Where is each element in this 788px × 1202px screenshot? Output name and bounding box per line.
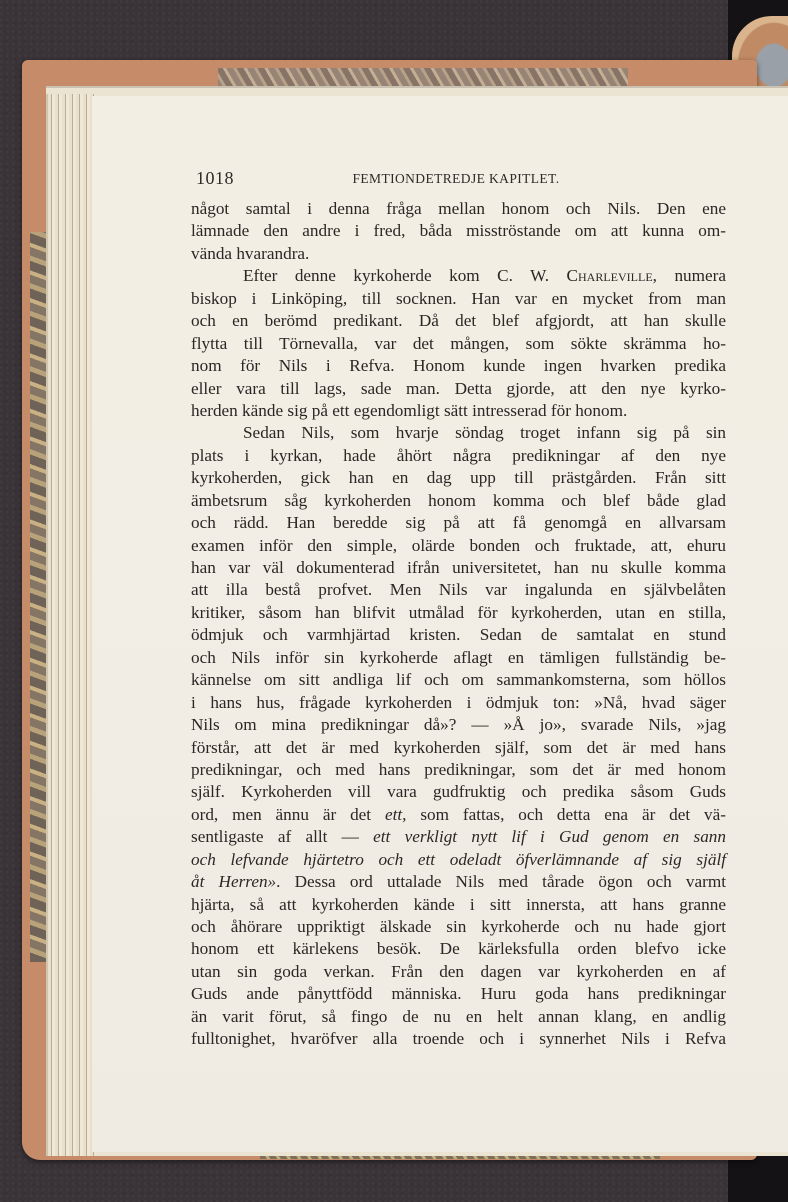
text-line: eller vara till lags, sade man. Detta gjorde, att den nye kyrko-: [191, 378, 726, 398]
text-line: plats i kyrkan, hade åhört några predikningar af den nye: [191, 445, 726, 465]
text-line: Guds ande pånyttfödd människa. Huru goda hans predikningar: [191, 984, 726, 1004]
text-span: Efter denne kyrkoherde kom C. W.: [243, 266, 567, 286]
text-line: lämnade den andre i fred, båda misströstande om att kunna om-: [191, 221, 726, 241]
text-line: examen inför den simple, olärde bonden och fruktade, att, ehuru: [191, 535, 726, 555]
running-head: [196, 168, 726, 190]
text-line: i hans hus, frågade kyrkoherden i ödmjuk ton: »Nå, hvad säger: [191, 692, 726, 712]
text-line: och rädd. Han beredde sig på att få genomgå en allvarsam: [191, 513, 726, 533]
text-line: något samtal i denna fråga mellan honom och Nils. Den ene: [191, 199, 726, 218]
italic-emphasis: ett verkligt nytt lif i Gud genom en sann: [373, 827, 726, 847]
text-line: än varit förut, så fingo de nu en helt annan klang, en andlig: [191, 1006, 726, 1026]
text-line: predikningar, och med hans predikningar, som det är med honom: [191, 759, 726, 779]
text-line: ödmjuk och varmhjärtad kristen. Sedan de samtalat en stund: [191, 625, 726, 645]
body-text: [191, 198, 726, 1051]
text-line: fulltonighet, hvaröfver alla troende och i synnerhet Nils i Refva: [191, 1029, 726, 1049]
italic-emphasis: ett,: [384, 804, 407, 824]
text-line: honom ett kärlekens besök. De kärleksfulla orden blefvo icke: [191, 939, 726, 959]
text-line: utan sin goda verkan. Från den dagen var kyrkoherden en af: [191, 961, 726, 981]
text-line: Nils om mina predikningar då»? — »Å jo», svarade Nils, »jag: [191, 715, 726, 735]
text-line: vända hvarandra.: [191, 243, 310, 263]
text-line: Sedan Nils, som hvarje söndag troget infann sig på sin: [243, 423, 726, 443]
text-span: sentligaste af allt —: [191, 827, 374, 847]
text-line: kritiker, såsom han blifvit utmålad för kyrkoherden, utan en stilla,: [191, 602, 726, 622]
text-line: [191, 804, 726, 826]
text-span: som fattas, och detta ena är det vä-: [406, 804, 726, 824]
text-line: ämbetsrum såg kyrkoherden honom komma och blef både glad: [191, 490, 726, 510]
text-line: och en berömd predikant. Då det blef afgjordt, att han skulle: [191, 311, 726, 331]
text-line: och åhörare uppriktigt älskade sin kyrkoherde och nu hade gjort: [191, 917, 726, 936]
text-line: [191, 265, 726, 287]
text-line: att illa bestå profvet. Men Nils var ingalunda en självbelåten: [191, 580, 726, 600]
text-line: förstår, att det är med kyrkoherden själf, som det är med hans: [191, 737, 726, 757]
text-line: biskop i Linköping, till socknen. Han var en mycket from man: [191, 288, 726, 308]
text-line: han var väl dokumenterad ifrån universitetet, han nu skulle komma: [191, 558, 726, 577]
text-line: och Nils inför sin kyrkoherde aflagt en tämligen fullständig be-: [191, 647, 726, 667]
text-line: herden kände sig på ett egendomligt sätt intresserad för honom.: [191, 400, 628, 420]
italic-emphasis: åt Herren»: [191, 872, 277, 892]
italic-emphasis: och lefvande hjärtetro och ett odeladt öfverlämnande af sig själf: [191, 849, 726, 869]
text-line: hjärta, så att kyrkoherden kände i sitt innersta, att hans granne: [191, 894, 726, 914]
chapter-title: FEMTIONDETREDJE KAPITLET.: [352, 171, 560, 186]
text-line: själf. Kyrkoherden vill vara gudfruktig och predika såsom Guds: [191, 782, 726, 802]
text-span: , numera: [652, 266, 726, 286]
person-name-smallcaps: Charleville: [566, 266, 653, 286]
text-line: kännelse om sitt andliga lif och om sammankomsterna, som höllos: [191, 670, 726, 690]
text-line: kyrkoherden, gick han en dag upp till prästgården. Från sitt: [191, 468, 726, 488]
page-number: 1018: [196, 168, 234, 188]
text-span: ord, men ännu är det: [191, 804, 385, 824]
text-line: [191, 826, 726, 848]
text-span: . Dessa ord uttalade Nils med tårade ögon och varmt: [276, 872, 726, 892]
text-line: nom för Nils i Refva. Honom kunde ingen hvarken predika: [191, 356, 726, 376]
text-line: [191, 871, 726, 893]
text-line: [191, 849, 726, 871]
text-line: flytta till Törnevalla, var det mången, som sökte skrämma ho-: [191, 333, 726, 353]
